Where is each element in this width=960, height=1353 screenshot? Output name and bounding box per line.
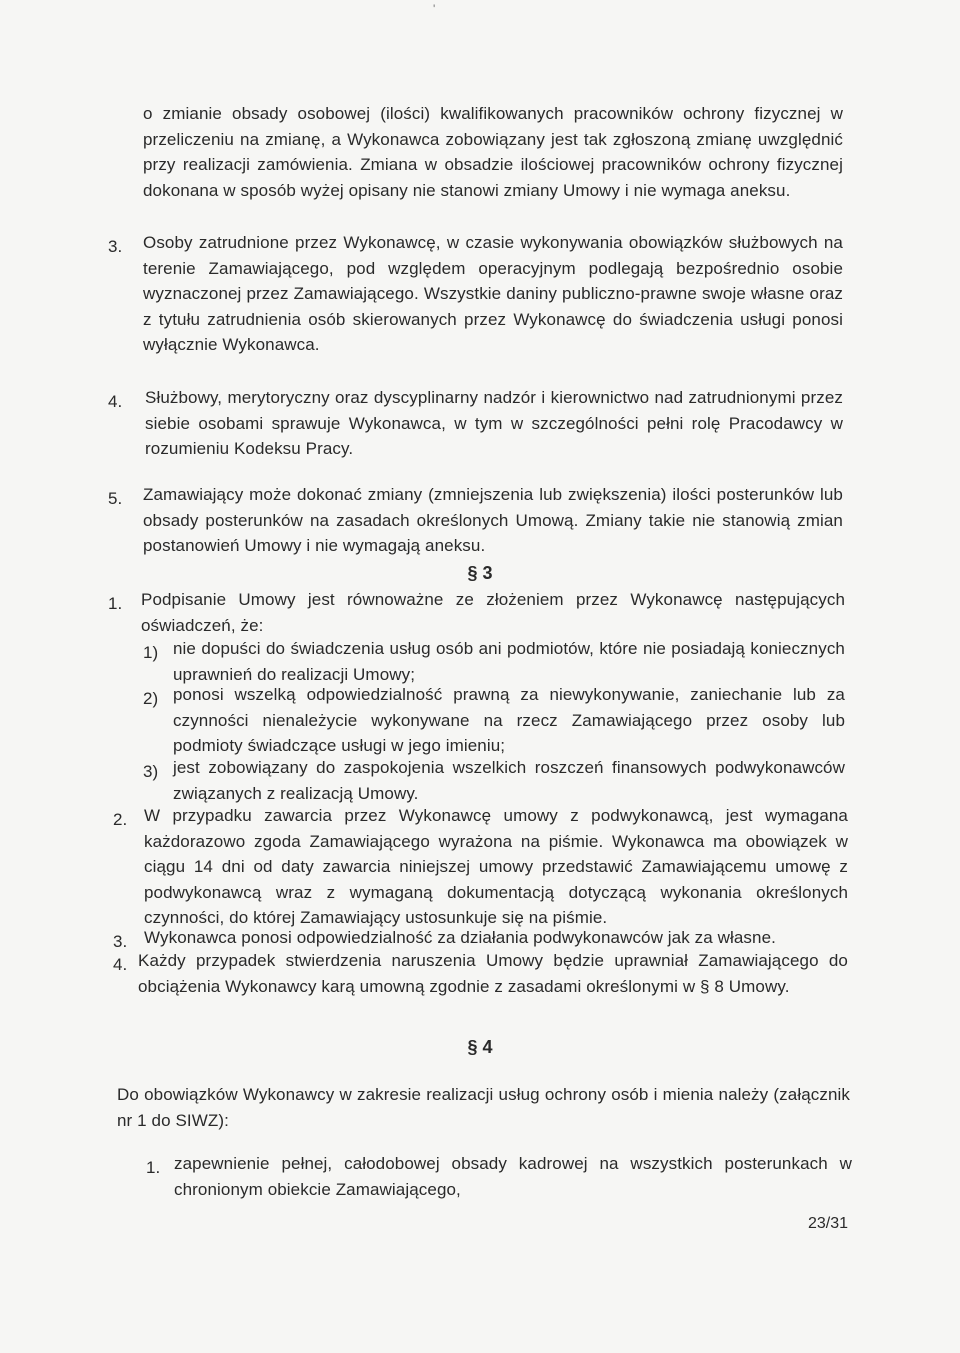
section3-subitem-3: jest zobowiązany do zaspokojenia wszelkich roszczeń finansowych podwykonawców związanych z realizacją Umowy.: [173, 758, 845, 803]
section3-subitem-2: ponosi wszelką odpowiedzialność prawną za niewykonywanie, zaniechanie lub za czynności nienależycie wykonywane na rzecz Zamawiającego przez osoby lub podmioty świadczące usługi w jego imieniu;: [173, 685, 845, 755]
intro-paragraph: o zmianie obsady osobowej (ilości) kwalifikowanych pracowników ochrony fizycznej w przeliczeniu na zmianę, a Wykonawca zobowiązany jest tak zgłoszoną zmianę uwzględnić przy realizacji zamówienia. Zmiana w obsadzie ilościowej pracowników ochrony fizycznej dokonana w sposób wyżej opisany nie stanowi zmiany Umowy i nie wymaga aneksu.: [143, 104, 843, 200]
item-number: 1.: [146, 1158, 161, 1177]
subitem-number: 3): [143, 762, 159, 781]
section3-item-2: W przypadku zawarcia przez Wykonawcę umowy z podwykonawcą, jest wymagana każdorazowo zgoda Zamawiającego wyrażona na piśmie. Wykonawca ma obowiązek w ciągu 14 dni od daty zawarcia niniejszej umowy przedstawić Zamawiającemu umowę z podwykonawcą wraz z wymaganą dokumentacją dotyczącą wykonania określonych czynności, do której Zamawiający ustosunkuje się na piśmie.: [144, 806, 848, 927]
scan-mark: ': [433, 2, 436, 16]
subitem-number: 2): [143, 689, 159, 708]
section-heading-4: § 4: [467, 1037, 493, 1057]
item-number: 3.: [113, 932, 128, 951]
page-number: 23/31: [808, 1215, 849, 1232]
section2-item-4: Służbowy, merytoryczny oraz dyscyplinarny nadzór i kierownictwo nad zatrudnionymi przez siebie osobami sprawuje Wykonawca, w tym w szczególności pełni rolę Pracodawcy w rozumieniu Kodeksu Pracy.: [145, 388, 843, 458]
subitem-number: 1): [143, 643, 159, 662]
section3-item-3: Wykonawca ponosi odpowiedzialność za działania podwykonawców jak za własne.: [144, 928, 776, 947]
item-number: 4.: [113, 955, 128, 974]
section2-item-3: Osoby zatrudnione przez Wykonawcę, w czasie wykonywania obowiązków służbowych na terenie Zamawiającego, pod względem operacyjnym podlegają bezpośrednio osobie wyznaczonej przez Zamawiającego. Wszystkie daniny publiczno-prawne swoje własne oraz z tytułu zatrudnienia osób skierowanych przez Wykonawcę do świadczenia usługi ponosi wyłącznie Wykonawca.: [143, 233, 843, 354]
section2-item-5: Zamawiający może dokonać zmiany (zmniejszenia lub zwiększenia) ilości posterunków lub obsady posterunków na zasadach określonych Umową. Zmiany takie nie stanowią zmian postanowień Umowy i nie wymagają aneksu.: [143, 485, 843, 555]
item-number: 1.: [108, 594, 123, 613]
section3-subitem-1: nie dopuści do świadczenia usług osób ani podmiotów, które nie posiadają koniecznych uprawnień do realizacji Umowy;: [173, 639, 845, 684]
item-number: 2.: [113, 810, 128, 829]
item-number: 4.: [108, 392, 123, 411]
section4-intro: Do obowiązków Wykonawcy w zakresie realizacji usług ochrony osób i mienia należy (załącznik nr 1 do SIWZ):: [117, 1085, 850, 1130]
item-number: 3.: [108, 237, 123, 256]
section3-item-1: Podpisanie Umowy jest równoważne ze złożeniem przez Wykonawcę następujących oświadczeń, że:: [141, 590, 845, 635]
section-heading-3: § 3: [467, 563, 493, 583]
section4-item-1: zapewnienie pełnej, całodobowej obsady kadrowej na wszystkich posterunkach w chronionym obiekcie Zamawiającego,: [174, 1154, 852, 1199]
item-number: 5.: [108, 489, 123, 508]
section3-item-4: Każdy przypadek stwierdzenia naruszenia Umowy będzie uprawniał Zamawiającego do obciążenia Wykonawcy karą umowną zgodnie z zasadami określonymi w § 8 Umowy.: [138, 951, 848, 996]
